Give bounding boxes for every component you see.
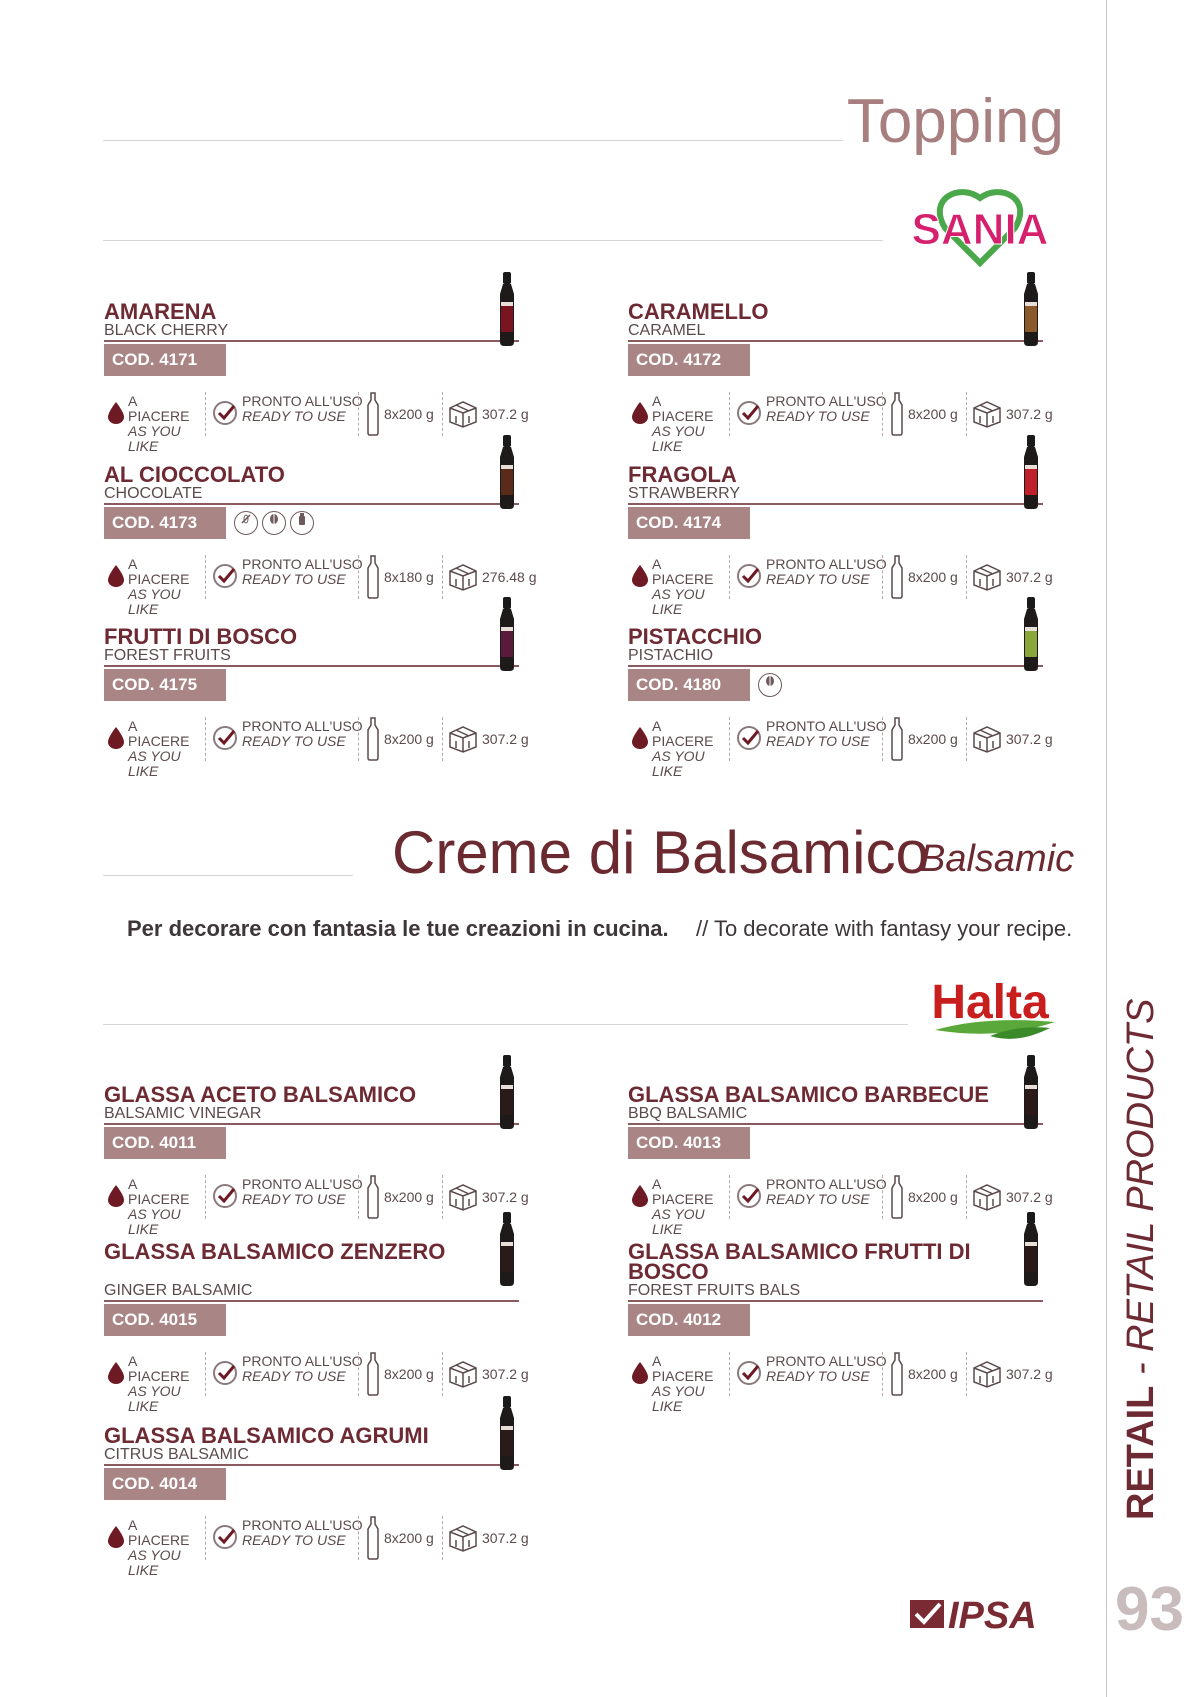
side-label-bold: RETAIL [1120,1385,1162,1520]
product-card [104,597,529,779]
ready-to-use-attr [212,1350,363,1398]
product-card [628,597,1053,779]
ready-it: PRONTO ALL'USO [766,1353,887,1369]
as-you-like-en: AS YOU LIKE [652,423,705,454]
pack-weight-attr [890,390,960,438]
ready-en: READY TO USE [242,571,346,587]
halta-logo [930,970,1060,1050]
ready-to-use-attr [736,390,887,438]
carton-weight: 276.48 g [482,569,537,585]
bottle-outline-icon [366,1352,380,1396]
ready-to-use-attr [736,715,887,763]
attr-separator [442,717,443,761]
product-name: GLASSA BALSAMICO ZENZERO [104,1239,446,1264]
bottle-outline-icon [890,555,904,599]
product-name: FRUTTI DI BOSCO [104,624,298,649]
attr-separator [358,555,359,599]
product-attributes [108,1514,529,1578]
carton-weight: 307.2 g [482,1530,529,1546]
pack-weight: 8x200 g [908,1189,958,1205]
pack-weight: 8x200 g [384,1366,434,1382]
bottle-outline-icon [366,1516,380,1560]
product-code: COD. 4013 [628,1127,750,1159]
nut-icon [758,673,782,697]
divider [103,140,843,141]
as-you-like-en: AS YOU LIKE [128,748,181,779]
gluten-free-icon [234,511,258,535]
attr-separator [882,717,883,761]
as-you-like-attr [108,553,198,617]
product-name: GLASSA BALSAMICO AGRUMI [104,1423,429,1448]
product-divider [104,503,519,505]
product-card [104,1212,529,1414]
as-you-like-en: AS YOU LIKE [128,586,181,617]
product-divider [104,340,519,342]
sania-logo [905,188,1055,268]
product-code: COD. 4012 [628,1304,750,1336]
carton-weight-attr [972,715,1052,763]
ready-en: READY TO USE [766,408,870,424]
attr-separator [729,555,730,599]
ready-en: READY TO USE [766,733,870,749]
product-code: COD. 4175 [104,669,226,701]
carton-icon [448,1360,478,1388]
product-divider [104,1300,519,1302]
pack-weight: 8x200 g [908,406,958,422]
product-subname: FOREST FRUITS [104,647,231,664]
check-icon [212,400,238,426]
pack-weight: 8x200 g [908,731,958,747]
as-you-like-it: A PIACERE [128,1353,190,1384]
ready-en: READY TO USE [242,1532,346,1548]
ready-to-use-attr [212,553,363,601]
attr-separator [966,717,967,761]
ready-en: READY TO USE [766,1191,870,1207]
pack-weight-attr [890,715,960,763]
product-card [104,1055,529,1237]
as-you-like-en: AS YOU LIKE [652,748,705,779]
as-you-like-attr [632,553,722,617]
as-you-like-attr [632,390,722,454]
carton-weight: 307.2 g [482,406,529,422]
pack-weight: 8x180 g [384,569,434,585]
product-subname: BBQ BALSAMIC [628,1105,748,1122]
check-icon [212,1360,238,1386]
ready-it: PRONTO ALL'USO [242,1353,363,1369]
carton-weight-attr [448,553,537,601]
product-name: GLASSA ACETO BALSAMICO [104,1082,417,1107]
attr-separator [205,555,206,599]
side-label [1120,999,1163,1521]
product-card [628,272,1053,454]
drop-icon [108,727,124,749]
product-bottle-image [498,1055,516,1129]
as-you-like-it: A PIACERE [652,1353,714,1384]
check-icon [212,1183,238,1209]
pack-weight: 8x200 g [908,569,958,585]
product-bottle-image [1022,435,1040,509]
check-icon [736,400,762,426]
check-icon [736,1360,762,1386]
as-you-like-attr [632,715,722,779]
carton-weight-attr [448,1350,528,1398]
ready-en: READY TO USE [766,571,870,587]
carton-weight-attr [972,1350,1052,1398]
as-you-like-attr [108,1514,198,1578]
product-attributes [108,390,529,454]
ready-it: PRONTO ALL'USO [766,718,887,734]
ready-en: READY TO USE [242,408,346,424]
ready-it: PRONTO ALL'USO [242,1517,363,1533]
product-card [104,1396,529,1578]
as-you-like-it: A PIACERE [128,718,190,749]
attr-separator [729,717,730,761]
ready-to-use-attr [736,1350,887,1398]
pack-weight-attr [890,1350,960,1398]
allergen-badges [758,673,786,701]
check-icon [212,1524,238,1550]
product-card [628,435,1053,617]
ready-en: READY TO USE [766,1368,870,1384]
attr-separator [966,555,967,599]
as-you-like-it: A PIACERE [652,393,714,424]
product-name: AMARENA [104,299,217,324]
attr-separator [882,1352,883,1396]
bottle-outline-icon [890,717,904,761]
pack-weight: 8x200 g [908,1366,958,1382]
ready-to-use-attr [736,553,887,601]
pack-weight: 8x200 g [384,1189,434,1205]
side-label-italic: - RETAIL PRODUCTS [1120,998,1162,1386]
carton-icon [448,400,478,428]
product-bottle-image [1022,1212,1040,1286]
product-attributes [632,553,1053,617]
divider [103,240,883,241]
as-you-like-attr [108,715,198,779]
svg-text:SANIA: SANIA [911,205,1049,254]
as-you-like-en: AS YOU LIKE [652,1206,705,1237]
product-name: AL CIOCCOLATO [104,462,285,487]
carton-weight-attr [448,1514,528,1562]
product-subname: FOREST FRUITS BALS [628,1282,801,1299]
ready-to-use-attr [212,715,363,763]
pack-weight-attr [890,553,960,601]
product-name: PISTACCHIO [628,624,763,649]
as-you-like-en: AS YOU LIKE [652,1383,705,1414]
attr-separator [442,1516,443,1560]
product-attributes [632,390,1053,454]
drop-icon [108,1362,124,1384]
as-you-like-it: A PIACERE [652,718,714,749]
product-card [628,1055,1053,1237]
product-bottle-image [498,1212,516,1286]
attr-separator [442,555,443,599]
pack-weight: 8x200 g [384,406,434,422]
product-name: GLASSA BALSAMICO BARBECUE [628,1082,989,1107]
product-subname: CHOCOLATE [104,485,203,502]
product-card [104,272,529,454]
attr-separator [205,1516,206,1560]
section-title-balsamic-en: Balsamic [920,838,1075,880]
check-icon [736,725,762,751]
carton-weight: 307.2 g [1006,1189,1053,1205]
carton-icon [972,1183,1002,1211]
svg-text:Halta: Halta [931,976,1049,1029]
attr-separator [729,1352,730,1396]
drop-icon [108,1185,124,1207]
allergen-badges [234,511,318,539]
drop-icon [108,1526,124,1548]
product-card [628,1212,1053,1414]
check-icon [212,563,238,589]
ready-en: READY TO USE [242,1368,346,1384]
check-icon [736,1183,762,1209]
product-code: COD. 4011 [104,1127,226,1159]
product-divider [628,665,1043,667]
svg-text:IPSA: IPSA [948,1595,1037,1632]
drop-icon [632,565,648,587]
product-attributes [108,1350,529,1414]
drop-icon [632,727,648,749]
carton-weight: 307.2 g [1006,406,1053,422]
divider [103,875,353,876]
as-you-like-en: AS YOU LIKE [128,1206,181,1237]
page-number: 93 [1115,1575,1184,1644]
product-divider [104,665,519,667]
product-subname: STRAWBERRY [628,485,741,502]
divider [103,1024,908,1025]
product-bottle-image [498,1396,516,1470]
product-attributes [108,553,537,617]
as-you-like-it: A PIACERE [128,556,190,587]
carton-weight: 307.2 g [482,731,529,747]
drop-icon [108,565,124,587]
ready-to-use-attr [212,1514,363,1562]
pack-weight-attr [366,1514,436,1562]
section-title-balsamic: Creme di Balsamico [392,819,929,886]
check-icon [212,725,238,751]
pack-weight-attr [366,715,436,763]
product-attributes [632,715,1053,779]
carton-icon [448,1183,478,1211]
attr-separator [442,392,443,436]
carton-icon [972,563,1002,591]
attr-separator [358,1352,359,1396]
bottle-outline-icon [366,555,380,599]
nut-icon [262,511,286,535]
attr-separator [358,717,359,761]
bottle-outline-icon [890,392,904,436]
attr-separator [882,555,883,599]
attr-separator [358,1516,359,1560]
section-title-topping: Topping [846,87,1064,156]
ready-it: PRONTO ALL'USO [242,1176,363,1192]
product-code: COD. 4174 [628,507,750,539]
as-you-like-it: A PIACERE [128,393,190,424]
bottle-outline-icon [890,1352,904,1396]
attr-separator [966,1352,967,1396]
carton-weight: 307.2 g [1006,1366,1053,1382]
ready-it: PRONTO ALL'USO [242,718,363,734]
attr-separator [205,1352,206,1396]
product-divider [104,1464,519,1466]
as-you-like-en: AS YOU LIKE [128,1383,181,1414]
product-code: COD. 4173 [104,507,226,539]
product-subname: CARAMEL [628,322,706,339]
attr-separator [729,392,730,436]
ready-en: READY TO USE [242,733,346,749]
carton-icon [972,725,1002,753]
product-card [104,435,537,617]
product-subname: GINGER BALSAMIC [104,1282,253,1299]
pack-weight-attr [366,390,436,438]
as-you-like-it: A PIACERE [128,1517,190,1548]
product-bottle-image [498,597,516,671]
product-subname: BALSAMIC VINEGAR [104,1105,262,1122]
attr-separator [205,392,206,436]
ready-en: READY TO USE [242,1191,346,1207]
as-you-like-attr [108,390,198,454]
as-you-like-en: AS YOU LIKE [128,1547,181,1578]
product-name: GLASSA BALSAMICO FRUTTI DI BOSCO [628,1239,971,1284]
carton-weight: 307.2 g [482,1189,529,1205]
as-you-like-en: AS YOU LIKE [128,423,181,454]
ready-to-use-attr [212,390,363,438]
product-code: COD. 4015 [104,1304,226,1336]
carton-icon [448,563,478,591]
drop-icon [632,402,648,424]
product-subname: CITRUS BALSAMIC [104,1446,249,1463]
section-subtitle-en: // To decorate with fantasy your recipe. [696,916,1073,941]
product-subname: BLACK CHERRY [104,322,229,339]
ready-it: PRONTO ALL'USO [242,556,363,572]
product-divider [628,503,1043,505]
ready-it: PRONTO ALL'USO [766,1176,887,1192]
drop-icon [108,402,124,424]
attr-separator [205,717,206,761]
product-name: CARAMELLO [628,299,769,324]
product-bottle-image [498,272,516,346]
product-code: COD. 4180 [628,669,750,701]
as-you-like-attr [632,1350,722,1414]
product-code: COD. 4171 [104,344,226,376]
attr-separator [442,1352,443,1396]
product-divider [628,340,1043,342]
drop-icon [632,1185,648,1207]
product-attributes [632,1350,1053,1414]
carton-weight-attr [972,553,1052,601]
attr-separator [966,392,967,436]
as-you-like-it: A PIACERE [128,1176,190,1207]
ready-it: PRONTO ALL'USO [242,393,363,409]
product-divider [104,1123,519,1125]
carton-weight: 307.2 g [1006,731,1053,747]
bottle-outline-icon [366,717,380,761]
product-subname: PISTACHIO [628,647,714,664]
carton-weight-attr [448,390,528,438]
product-bottle-image [1022,597,1040,671]
product-code: COD. 4172 [628,344,750,376]
section-subtitle: Per decorare con fantasia le tue creazioni in cucina. [127,916,669,941]
product-divider [628,1123,1043,1125]
ready-it: PRONTO ALL'USO [766,556,887,572]
pack-weight-attr [366,1350,436,1398]
side-divider [1106,0,1107,1697]
product-divider [628,1300,1043,1302]
carton-icon [972,1360,1002,1388]
product-bottle-image [1022,1055,1040,1129]
attr-separator [358,392,359,436]
as-you-like-it: A PIACERE [652,1176,714,1207]
bottle-icon [290,511,314,535]
pack-weight: 8x200 g [384,731,434,747]
ready-it: PRONTO ALL'USO [766,393,887,409]
product-code: COD. 4014 [104,1468,226,1500]
check-icon [736,563,762,589]
as-you-like-attr [108,1350,198,1414]
ipsa-logo [908,1592,1043,1632]
pack-weight: 8x200 g [384,1530,434,1546]
as-you-like-en: AS YOU LIKE [652,586,705,617]
carton-icon [448,1524,478,1552]
product-bottle-image [1022,272,1040,346]
carton-weight: 307.2 g [482,1366,529,1382]
carton-icon [448,725,478,753]
pack-weight-attr [366,553,436,601]
bottle-outline-icon [366,392,380,436]
product-attributes [108,715,529,779]
carton-icon [972,400,1002,428]
carton-weight: 307.2 g [1006,569,1053,585]
carton-weight-attr [972,390,1052,438]
as-you-like-it: A PIACERE [652,556,714,587]
product-bottle-image [498,435,516,509]
drop-icon [632,1362,648,1384]
attr-separator [882,392,883,436]
product-name: FRAGOLA [628,462,737,487]
carton-weight-attr [448,715,528,763]
